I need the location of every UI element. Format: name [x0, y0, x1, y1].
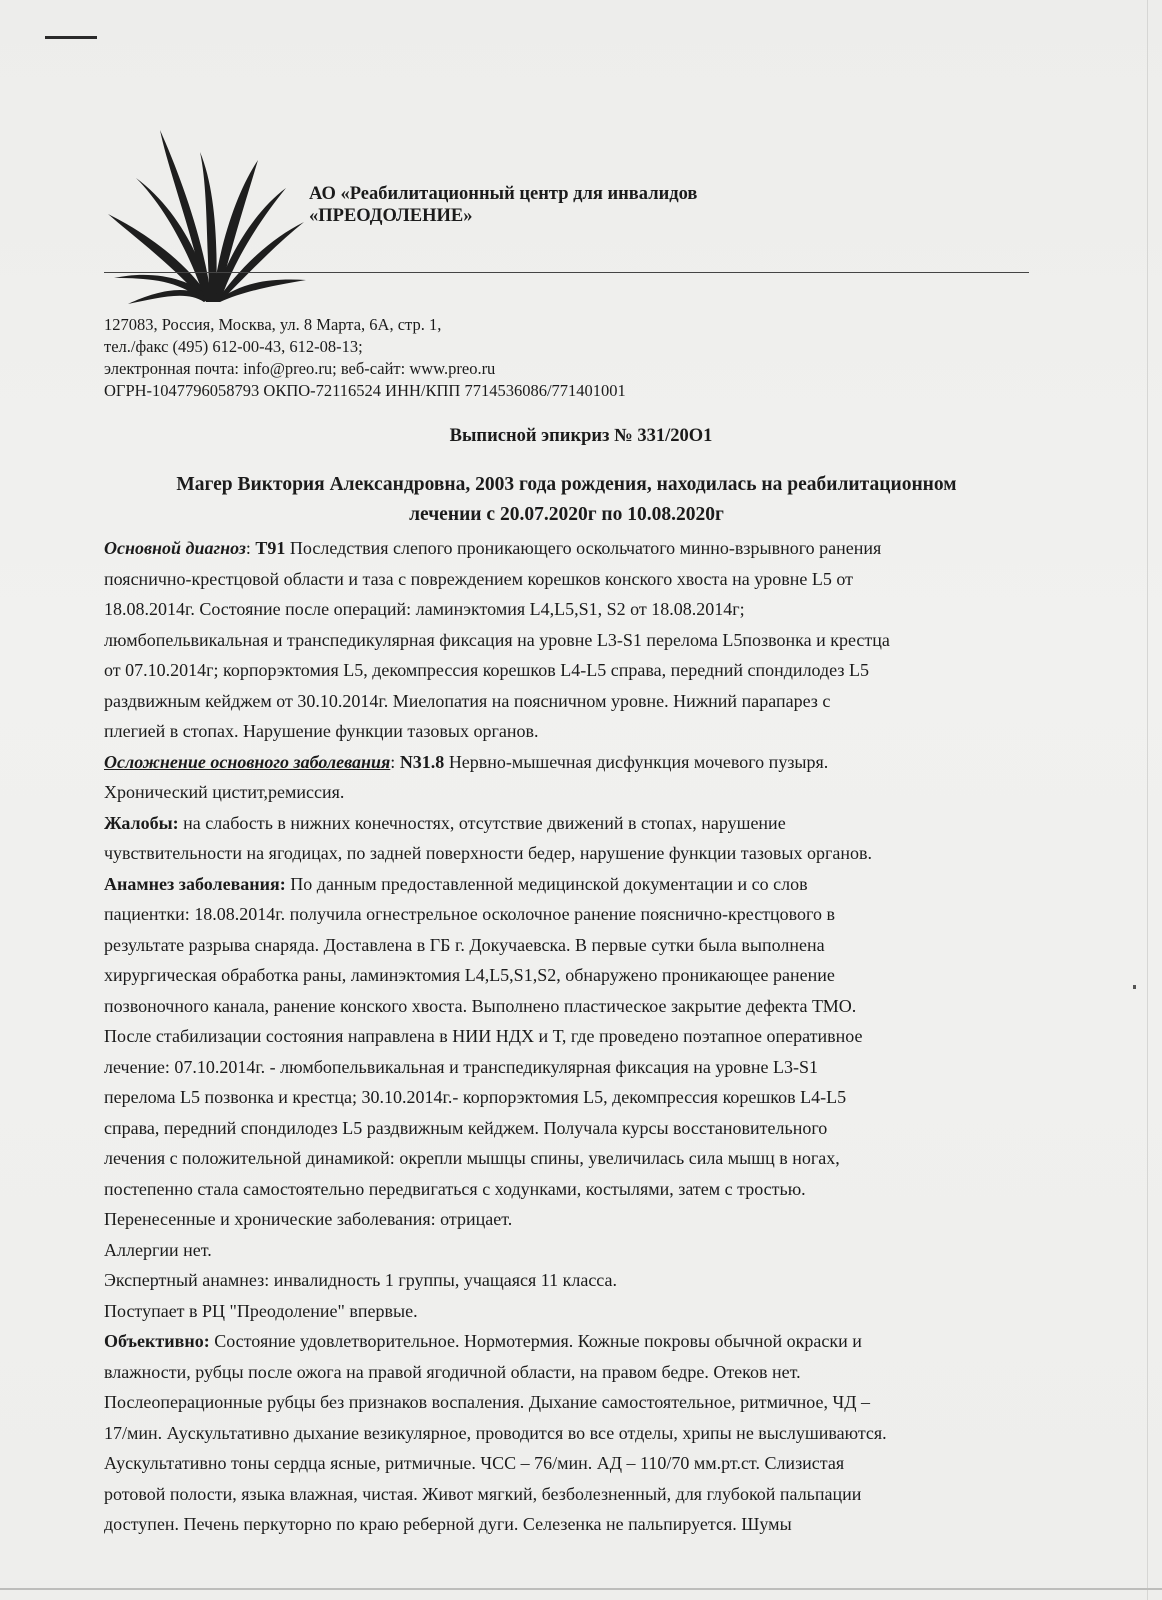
page-edge — [1147, 0, 1148, 1600]
objective-text: Состояние удовлетворительное. Нормотермия. Кожные покровы обычной окраски и — [214, 1331, 862, 1351]
email-web-line: электронная почта: info@preo.ru; веб-сайт: www.preo.ru — [104, 359, 496, 378]
diagnosis-line: люмбопельвикальная и транспедикулярная фиксация на уровне L3-S1 перелома L5позвонка и крестца — [104, 629, 890, 650]
anamnesis-line: лечение: 07.10.2014г. - люмбопельвикальная и транспедикулярная фиксация на уровне L3-S1 — [104, 1056, 819, 1077]
anamnesis-line: постепенно стала самостоятельно передвигаться с ходунками, костылями, затем с тростью. — [104, 1178, 806, 1199]
anamnesis-text: По данным предоставленной медицинской документации и со слов — [290, 873, 808, 894]
diagnosis-line: Основной диагноз: T91 Последствия слепого проникающего оскольчатого минно-взрывного ранения — [104, 538, 882, 558]
document-subtitle — [104, 470, 1029, 530]
complication-code: N31.8 — [399, 751, 445, 772]
diagnosis-line: пояснично-крестцовой области и таза с повреждением корешков конского хвоста на уровне L5 от — [104, 568, 853, 589]
diagnosis-line: плегией в стопах. Нарушение функции тазовых органов. — [104, 721, 539, 741]
subtitle-line2: лечении с 20.07.2020г по 10.08.2020г — [409, 504, 724, 525]
scan-dot — [1133, 985, 1136, 989]
objective-line — [104, 1326, 1039, 1357]
allergies-line: Аллергии нет. — [104, 1239, 212, 1260]
expert-anamnesis-line: Экспертный анамнез: инвалидность 1 группы, учащаяся 11 класса. — [104, 1270, 618, 1290]
organization-name-line1: АО «Реабилитационный центр для инвалидов — [309, 184, 698, 204]
objective-line: влажности, рубцы после ожога на правой ягодичной области, на правом бедре. Отеков нет. — [104, 1361, 801, 1382]
organization-contacts — [104, 314, 626, 402]
subtitle-line1: Магер Виктория Александровна, 2003 года рождения, находилась на реабилитационном — [176, 474, 957, 495]
anamnesis-line: позвоночного канала, ранение конского хвоста. Выполнено пластическое закрытие дефекта ТМО. — [104, 995, 857, 1016]
anamnesis-line: справа, передний спондилодез L5 раздвижным кейджем. Получала курсы восстановительного — [104, 1117, 828, 1138]
document-body — [104, 533, 1039, 1540]
anamnesis-line: перелома L5 позвонка и крестца; 30.10.2014г.- корпорэктомия L5, декомпрессия корешков L4-L5 — [104, 1087, 847, 1107]
diagnosis-code: T91 — [255, 538, 286, 558]
diagnosis-line: раздвижным кейджем от 30.10.2014г. Миелопатия на поясничном уровне. Нижний парапарез с — [104, 690, 831, 711]
objective-label: Объективно: — [104, 1331, 210, 1351]
anamnesis-line: лечения с положительной динамикой: окрепли мышцы спины, увеличилась сила мышц в ногах, — [104, 1148, 840, 1168]
anamnesis-line — [104, 869, 1039, 900]
objective-line: 17/мин. Аускультативно дыхание везикулярное, проводится во все отделы, хрипы не выслушиваются. — [104, 1422, 887, 1443]
page-bottom-edge — [0, 1588, 1162, 1590]
organization-name-line2: «ПРЕОДОЛЕНИЕ» — [309, 206, 473, 226]
diagnosis-text: Последствия слепого проникающего оскольчатого минно-взрывного ранения — [289, 538, 882, 558]
other-diseases-line: Перенесенные и хронические заболевания: отрицает. — [104, 1209, 513, 1229]
diagnosis-line: от 07.10.2014г; корпорэктомия L5, декомпрессия корешков L4-L5 справа, передний спондилодез L5 — [104, 660, 869, 680]
complication-label: Осложнение основного заболевания — [104, 751, 391, 772]
scan-mark — [45, 36, 97, 39]
complaints-text: на слабость в нижних конечностях, отсутствие движений в стопах, нарушение — [183, 812, 786, 833]
objective-line: ротовой полости, языка влажная, чистая. Живот мягкий, безболезненный, для глубокой пальпации — [104, 1483, 862, 1504]
registry-line: ОГРН-1047796058793 ОКПО-72116524 ИНН/КПП 7714536086/771401001 — [104, 381, 626, 400]
organization-name — [309, 183, 697, 227]
complication-line: Осложнение основного заболевания: N31.8 Нервно-мышечная дисфункция мочевого пузыря. — [104, 751, 829, 772]
header-divider — [104, 272, 1029, 273]
diagnosis-line: 18.08.2014г. Состояние после операций: ламинэктомия L4,L5,S1, S2 от 18.08.2014г; — [104, 599, 745, 619]
complication-line: Хронический цистит,ремиссия. — [104, 782, 345, 802]
diagnosis-label: Основной диагноз — [104, 538, 246, 558]
anamnesis-line: пациентки: 18.08.2014г. получила огнестрельное осколочное ранение пояснично-крестцового в — [104, 904, 835, 924]
anamnesis-line: После стабилизации состояния направлена в НИИ НДХ и Т, где проведено поэтапное оперативное — [104, 1026, 863, 1046]
objective-line: Аускультативно тоны сердца ясные, ритмичные. ЧСС – 76/мин. АД – 110/70 мм.рт.ст. Слизистая — [104, 1453, 845, 1473]
objective-line: доступен. Печень перкуторно по краю реберной дуги. Селезенка не пальпируется. Шумы — [104, 1514, 792, 1534]
document-title: Выписной эпикриз № 331/20О1 — [449, 426, 713, 446]
anamnesis-line: результате разрыва снаряда. Доставлена в ГБ г. Докучаевска. В первые сутки была выполнена — [104, 934, 825, 955]
anamnesis-label: Анамнез заболевания: — [104, 873, 286, 894]
phone-line: тел./факс (495) 612-00-43, 612-08-13; — [104, 337, 363, 356]
address-line: 127083, Россия, Москва, ул. 8 Марта, 6А, стр. 1, — [104, 315, 442, 334]
complication-text: Нервно-мышечная дисфункция мочевого пузыря. — [448, 751, 829, 772]
complaints-line: чувствительности на ягодицах, по задней поверхности бедер, нарушение функции тазовых органов. — [104, 843, 872, 863]
plant-logo-icon — [108, 130, 308, 305]
admission-line: Поступает в РЦ "Преодоление" впервые. — [104, 1300, 418, 1321]
complaints-line — [104, 808, 1039, 839]
objective-line: Послеоперационные рубцы без признаков воспаления. Дыхание самостоятельное, ритмичное, ЧД – — [104, 1392, 870, 1412]
anamnesis-line: хирургическая обработка раны, ламинэктомия L4,L5,S1,S2, обнаружено проникающее ранение — [104, 965, 835, 985]
complaints-label: Жалобы: — [104, 812, 179, 833]
